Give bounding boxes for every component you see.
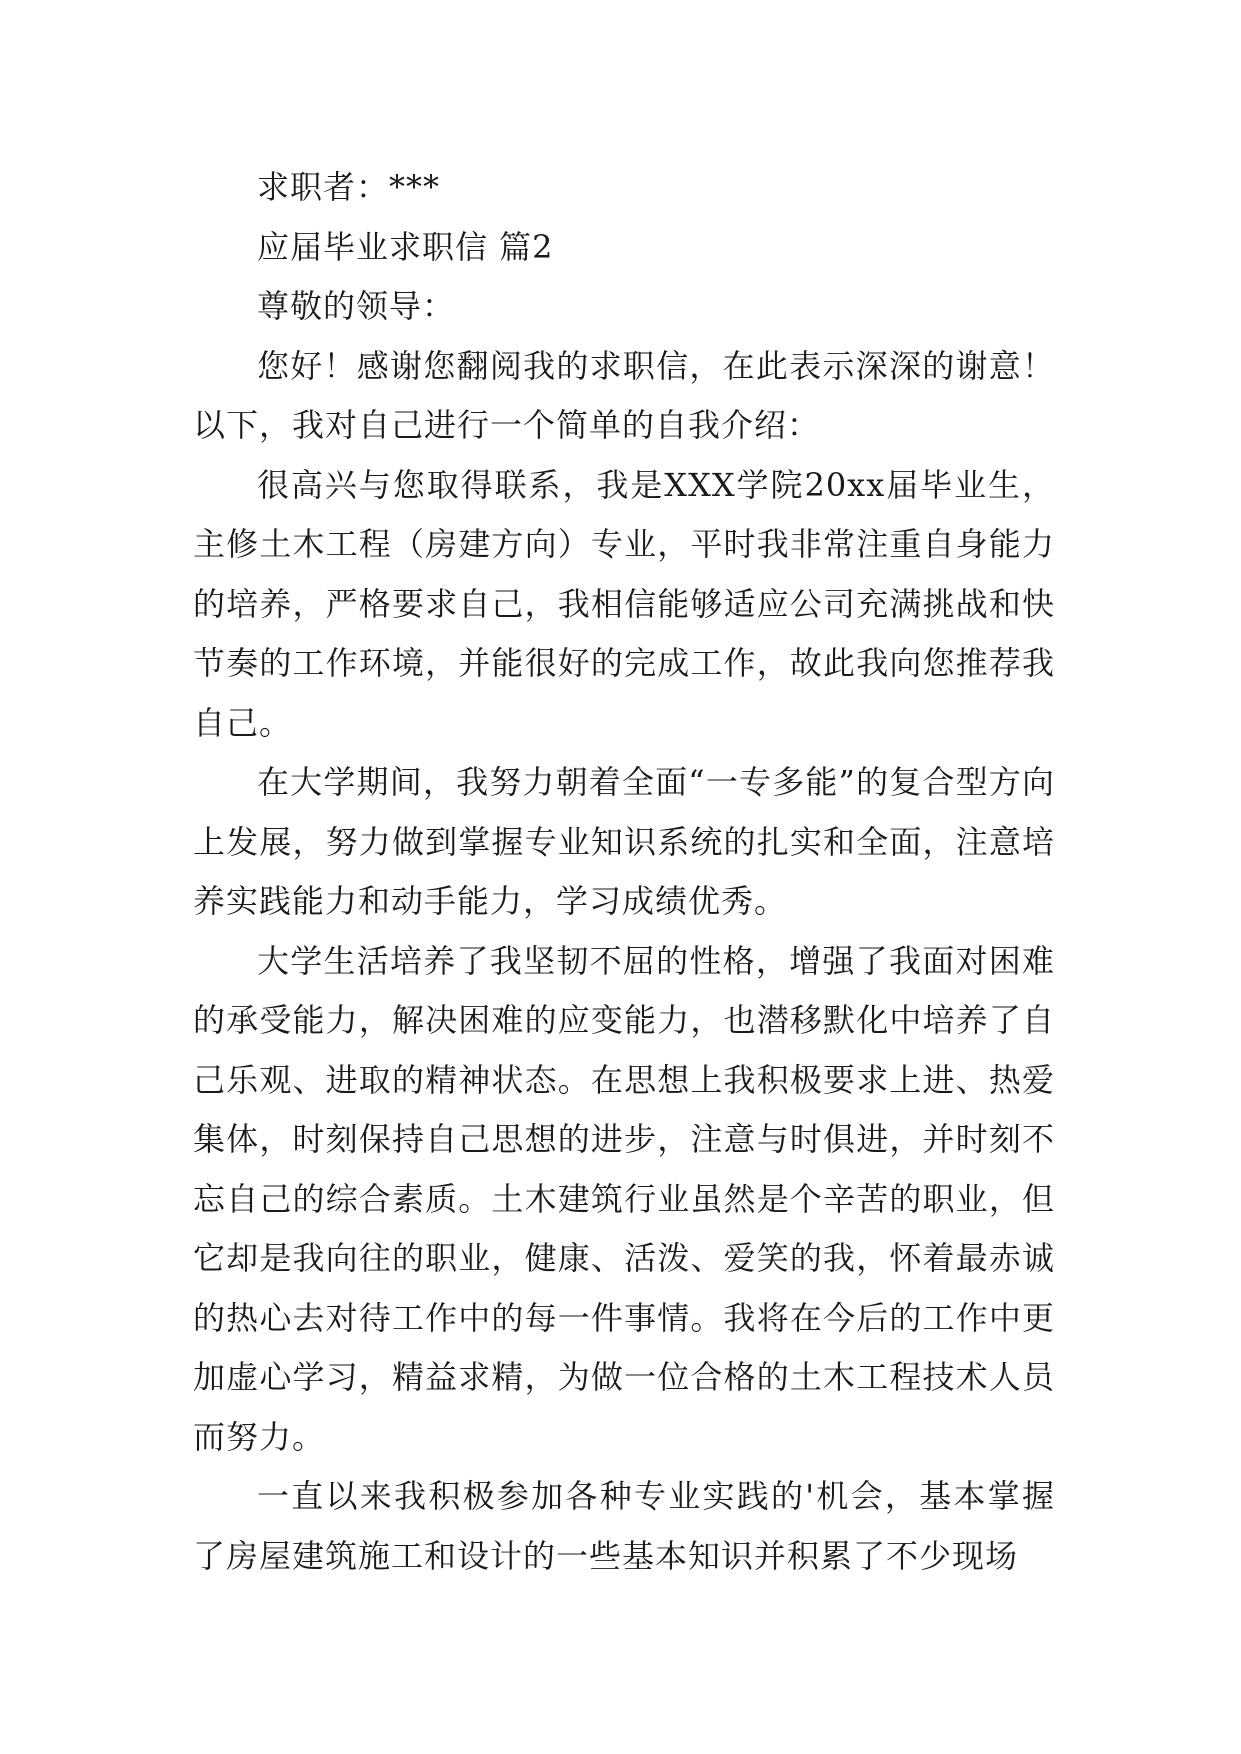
paragraph-introduction: 很高兴与您取得联系，我是XXX学院20xx届毕业生，主修土木工程（房建方向）专业，平时我非常注重自身能力的培养，严格要求自己，我相信能够适应公司充满挑战和快节奏的工作环境，并能很好的完成工作，故此我向您推荐我自己。	[193, 465, 1055, 742]
salutation: 尊敬的领导：	[257, 287, 456, 325]
paragraph-greeting: 您好！感谢您翻阅我的求职信，在此表示深深的谢意！以下，我对自己进行一个简单的自我介绍：	[193, 346, 1055, 444]
signature-line: 求职者：***	[257, 168, 441, 206]
paragraph-university: 在大学期间，我努力朝着全面“一专多能”的复合型方向上发展，努力做到掌握专业知识系统的扎实和全面，注意培养实践能力和动手能力，学习成绩优秀。	[193, 763, 1055, 920]
paragraph-practice: 一直以来我积极参加各种专业实践的'机会，基本掌握了房屋建筑施工和设计的一些基本知识并积累了不少现场	[193, 1477, 1055, 1575]
paragraph-character: 大学生活培养了我坚韧不屈的性格，增强了我面对困难的承受能力，解决困难的应变能力，也潜移默化中培养了自己乐观、进取的精神状态。在思想上我积极要求上进、热爱集体，时刻保持自己思想的进步，注意与时俱进，并时刻不忘自己的综合素质。土木建筑行业虽然是个辛苦的职业，但它却是我向往的职业，健康、活泼、爱笑的我，怀着最赤诚的热心去对待工作中的每一件事情。我将在今后的工作中更加虚心学习，精益求精，为做一位合格的土木工程技术人员而努力。	[193, 941, 1055, 1456]
letter-heading: 应届毕业求职信 篇2	[257, 227, 554, 266]
document-body	[193, 158, 1055, 1586]
